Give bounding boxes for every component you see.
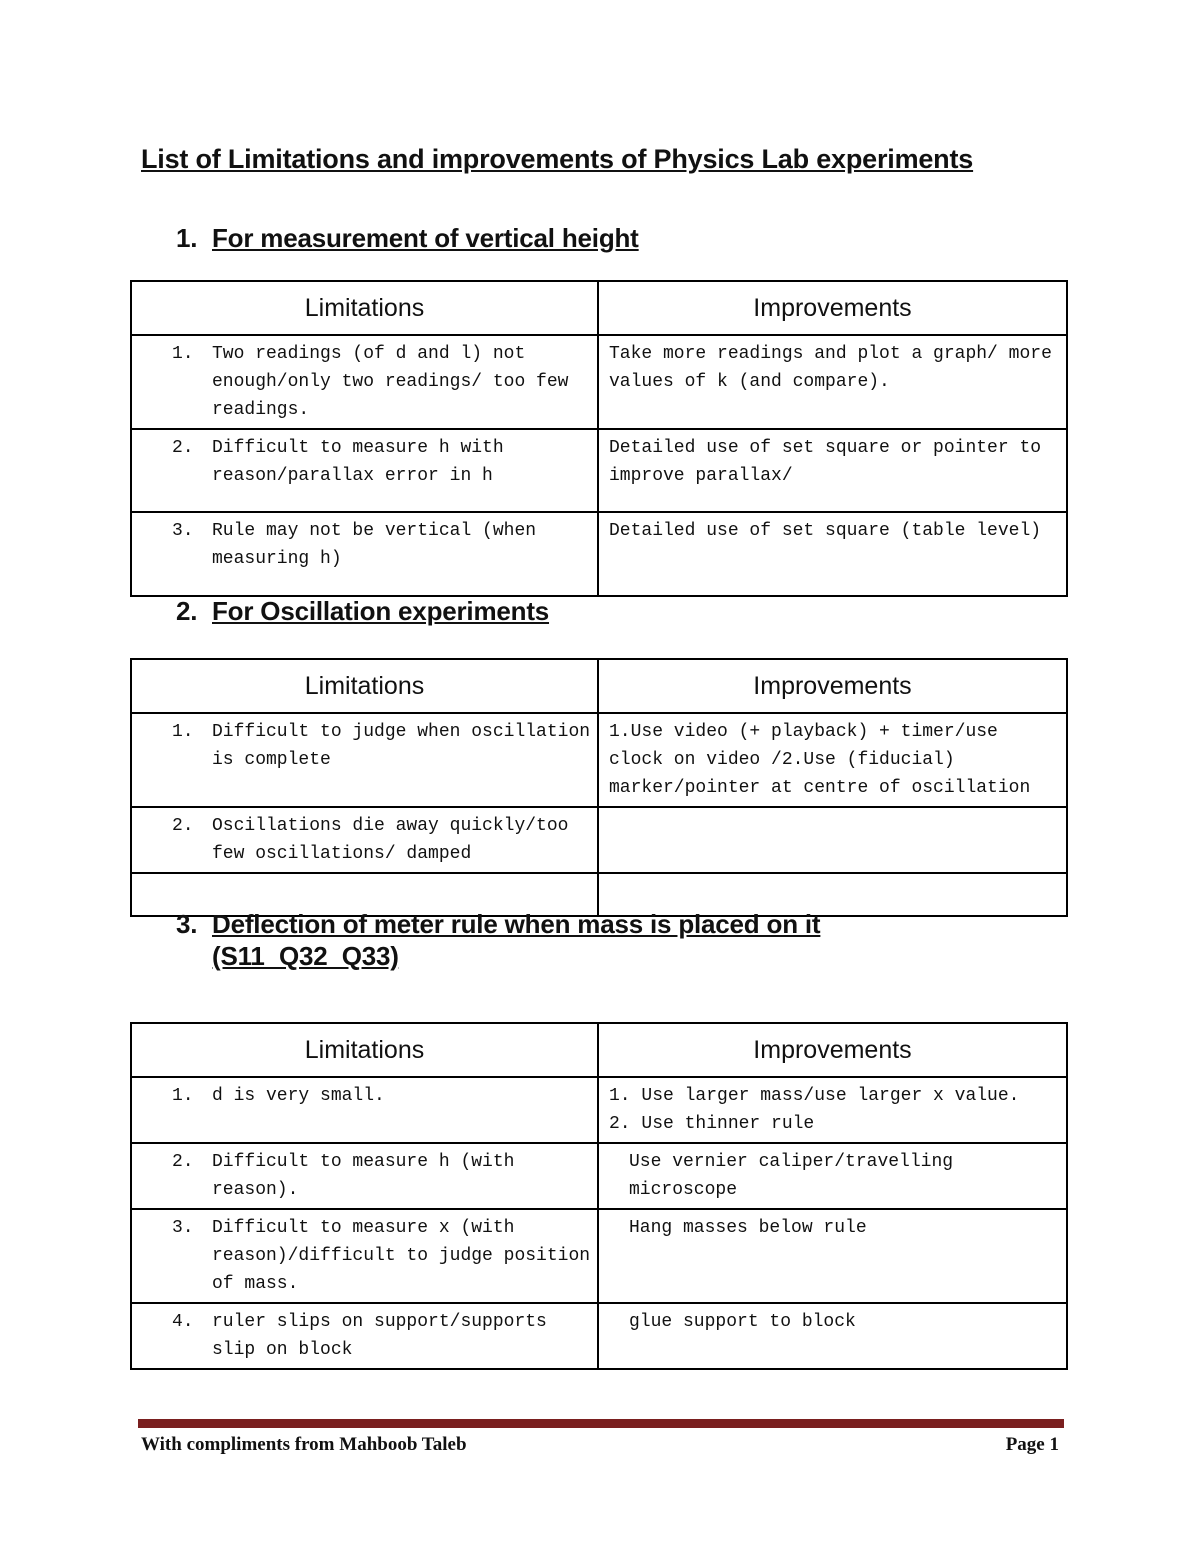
row-number: 2.	[172, 1152, 194, 1172]
table-row	[131, 429, 1067, 512]
section-number: 3.	[176, 909, 198, 939]
footer-divider	[138, 1419, 1064, 1428]
table-row	[131, 335, 1067, 429]
improvement-text: Hang masses below rule	[629, 1218, 867, 1238]
improvements-header: Improvements	[598, 659, 1067, 713]
table-row	[131, 1209, 1067, 1303]
section-1-heading	[176, 222, 639, 254]
limitation-text: Difficult to measure h (with reason).	[212, 1152, 515, 1200]
limitation-text: Oscillations die away quickly/too few oscillations/ damped	[212, 816, 569, 864]
improvement-text	[599, 808, 1066, 816]
row-number: 1.	[172, 1086, 194, 1106]
row-number: 3.	[172, 521, 194, 541]
improvement-text: 1.Use video (+ playback) + timer/use clock on video /2.Use (fiducial) marker/pointer at centre of oscillation	[609, 722, 1031, 798]
limitation-text: Rule may not be vertical (when measuring h)	[212, 521, 537, 569]
limitation-text: ruler slips on support/supports slip on block	[212, 1312, 547, 1360]
table-row	[131, 1077, 1067, 1143]
limitation-text: Two readings (of d and l) not enough/only two readings/ too few readings.	[212, 344, 569, 420]
improvement-item: 1. Use larger mass/use larger x value.	[609, 1086, 1020, 1106]
improvement-text: Detailed use of set square (table level)	[609, 521, 1042, 541]
page-number: Page 1	[1005, 1434, 1059, 1455]
row-number: 3.	[172, 1218, 194, 1238]
section-subtitle: (S11_Q32_Q33)	[212, 941, 399, 971]
improvement-text: Detailed use of set square or pointer to improve parallax/	[609, 438, 1042, 486]
section-title: For Oscillation experiments	[212, 596, 550, 626]
improvements-header: Improvements	[598, 281, 1067, 335]
section-2-heading	[176, 595, 549, 627]
table-row	[131, 1303, 1067, 1369]
improvement-text: glue support to block	[629, 1312, 856, 1332]
table-row	[131, 807, 1067, 873]
table-row	[131, 713, 1067, 807]
limitations-table-deflection	[130, 1022, 1068, 1370]
improvement-text	[599, 874, 1066, 882]
improvement-item: 2. Use thinner rule	[609, 1114, 815, 1134]
footer-credit: With compliments from Mahboob Taleb	[141, 1434, 467, 1455]
section-title: Deflection of meter rule when mass is placed on it	[212, 909, 821, 939]
limitations-header: Limitations	[131, 659, 598, 713]
limitations-table-vertical-height	[130, 280, 1068, 597]
limitation-text: Difficult to measure x (with reason)/difficult to judge position of mass.	[212, 1218, 591, 1294]
page-title: List of Limitations and improvements of Physics Lab experiments	[141, 144, 974, 174]
improvement-text: Take more readings and plot a graph/ more values of k (and compare).	[609, 344, 1052, 392]
section-number: 2.	[176, 596, 198, 626]
table-row	[131, 1143, 1067, 1209]
limitations-header: Limitations	[131, 1023, 598, 1077]
limitation-text: Difficult to judge when oscillation is complete	[212, 722, 591, 770]
table-row	[131, 512, 1067, 596]
section-title: For measurement of vertical height	[212, 223, 639, 253]
row-number: 1.	[172, 722, 194, 742]
limitation-text: Difficult to measure h with reason/parallax error in h	[212, 438, 504, 486]
limitations-table-oscillation	[130, 658, 1068, 917]
limitation-text: d is very small.	[212, 1086, 385, 1106]
section-number: 1.	[176, 223, 198, 253]
section-3-heading	[176, 908, 820, 972]
row-number: 2.	[172, 816, 194, 836]
improvement-text: Use vernier caliper/travelling microscope	[629, 1152, 954, 1200]
row-number: 1.	[172, 344, 194, 364]
row-number: 2.	[172, 438, 194, 458]
limitations-header: Limitations	[131, 281, 598, 335]
row-number: 4.	[172, 1312, 194, 1332]
improvements-header: Improvements	[598, 1023, 1067, 1077]
